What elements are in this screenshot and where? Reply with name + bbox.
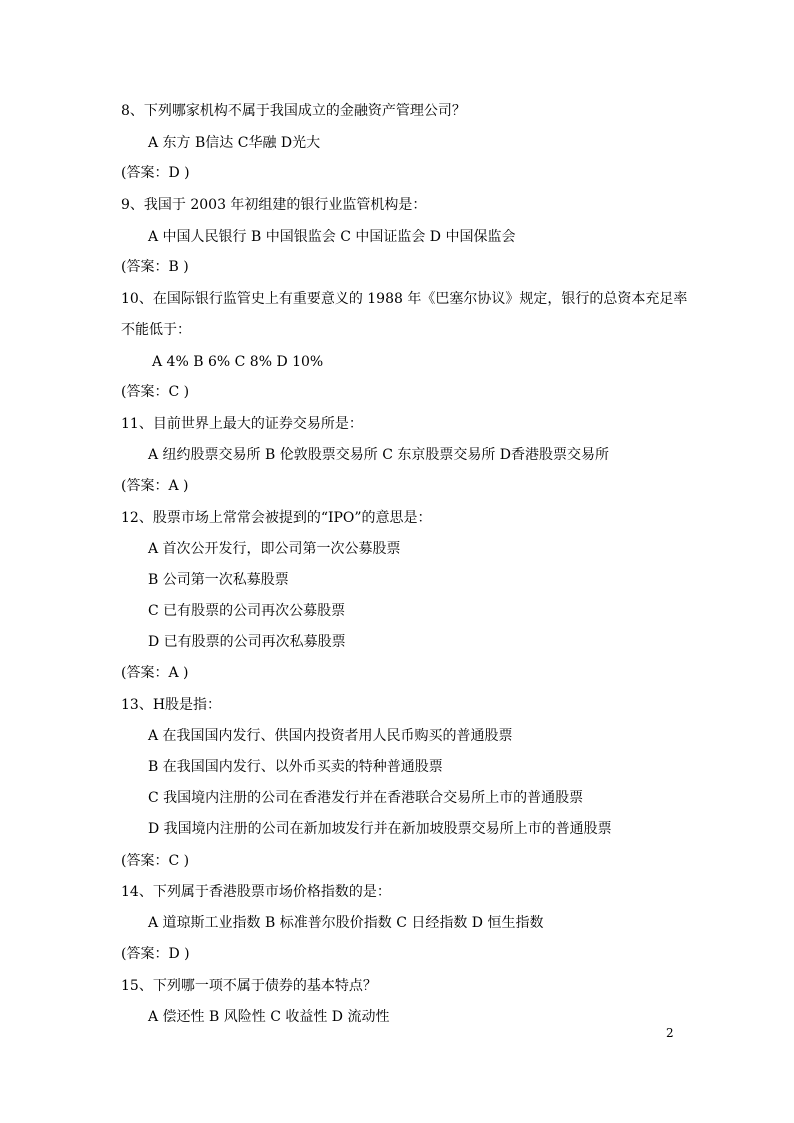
option-13-a: A 在我国国内发行、供国内投资者用人民币购买的普通股票 <box>148 728 513 744</box>
option-13-b: B 在我国国内发行、以外币买卖的特种普通股票 <box>148 759 443 775</box>
options-15: A 偿还性 B 风险性 C 收益性 D 流动性 <box>148 1009 390 1025</box>
answer-9: (答案：B ) <box>121 259 189 275</box>
answer-12: (答案：A ) <box>121 665 189 681</box>
answer-8: (答案：D ) <box>121 165 190 181</box>
answer-10: (答案：C ) <box>121 384 190 400</box>
question-12: 12、股票市场上常常会被提到的“IPO”的意思是： <box>121 510 432 526</box>
question-10-line1: 10、在国际银行监管史上有重要意义的 1988 年《巴塞尔协议》规定，银行的总资本充足率 <box>121 291 688 307</box>
options-11: A 纽约股票交易所 B 伦敦股票交易所 C 东京股票交易所 D香港股票交易所 <box>148 447 610 463</box>
question-13: 13、H股是指： <box>121 697 222 713</box>
option-13-d: D 我国境内注册的公司在新加坡发行并在新加坡股票交易所上市的普通股票 <box>148 821 612 837</box>
option-12-a: A 首次公开发行，即公司第一次公募股票 <box>148 541 401 557</box>
answer-14: (答案：D ) <box>121 946 190 962</box>
options-9: A 中国人民银行 B 中国银监会 C 中国证监会 D 中国保监会 <box>148 229 516 245</box>
option-12-b: B 公司第一次私募股票 <box>148 572 289 588</box>
options-10: A 4% B 6% C 8% D 10% <box>152 354 324 370</box>
question-9: 9、我国于 2003 年初组建的银行业监管机构是： <box>121 197 427 213</box>
option-13-c: C 我国境内注册的公司在香港发行并在香港联合交易所上市的普通股票 <box>148 790 584 806</box>
page-number: 2 <box>666 1026 674 1040</box>
answer-13: (答案：C ) <box>121 853 190 869</box>
options-8: A 东方 B信达 C华融 D光大 <box>148 135 321 151</box>
answer-11: (答案：A ) <box>121 478 189 494</box>
options-14: A 道琼斯工业指数 B 标准普尔股价指数 C 日经指数 D 恒生指数 <box>148 915 544 931</box>
question-14: 14、下列属于香港股票市场价格指数的是： <box>121 884 391 900</box>
option-12-d: D 已有股票的公司再次私募股票 <box>148 634 346 650</box>
question-8: 8、下列哪家机构不属于我国成立的金融资产管理公司？ <box>121 103 466 119</box>
question-10-line2: 不能低于： <box>121 322 191 338</box>
option-12-c: C 已有股票的公司再次公募股票 <box>148 603 346 619</box>
question-15: 15、下列哪一项不属于债券的基本特点？ <box>121 978 377 994</box>
question-11: 11、目前世界上最大的证券交易所是： <box>121 416 363 432</box>
